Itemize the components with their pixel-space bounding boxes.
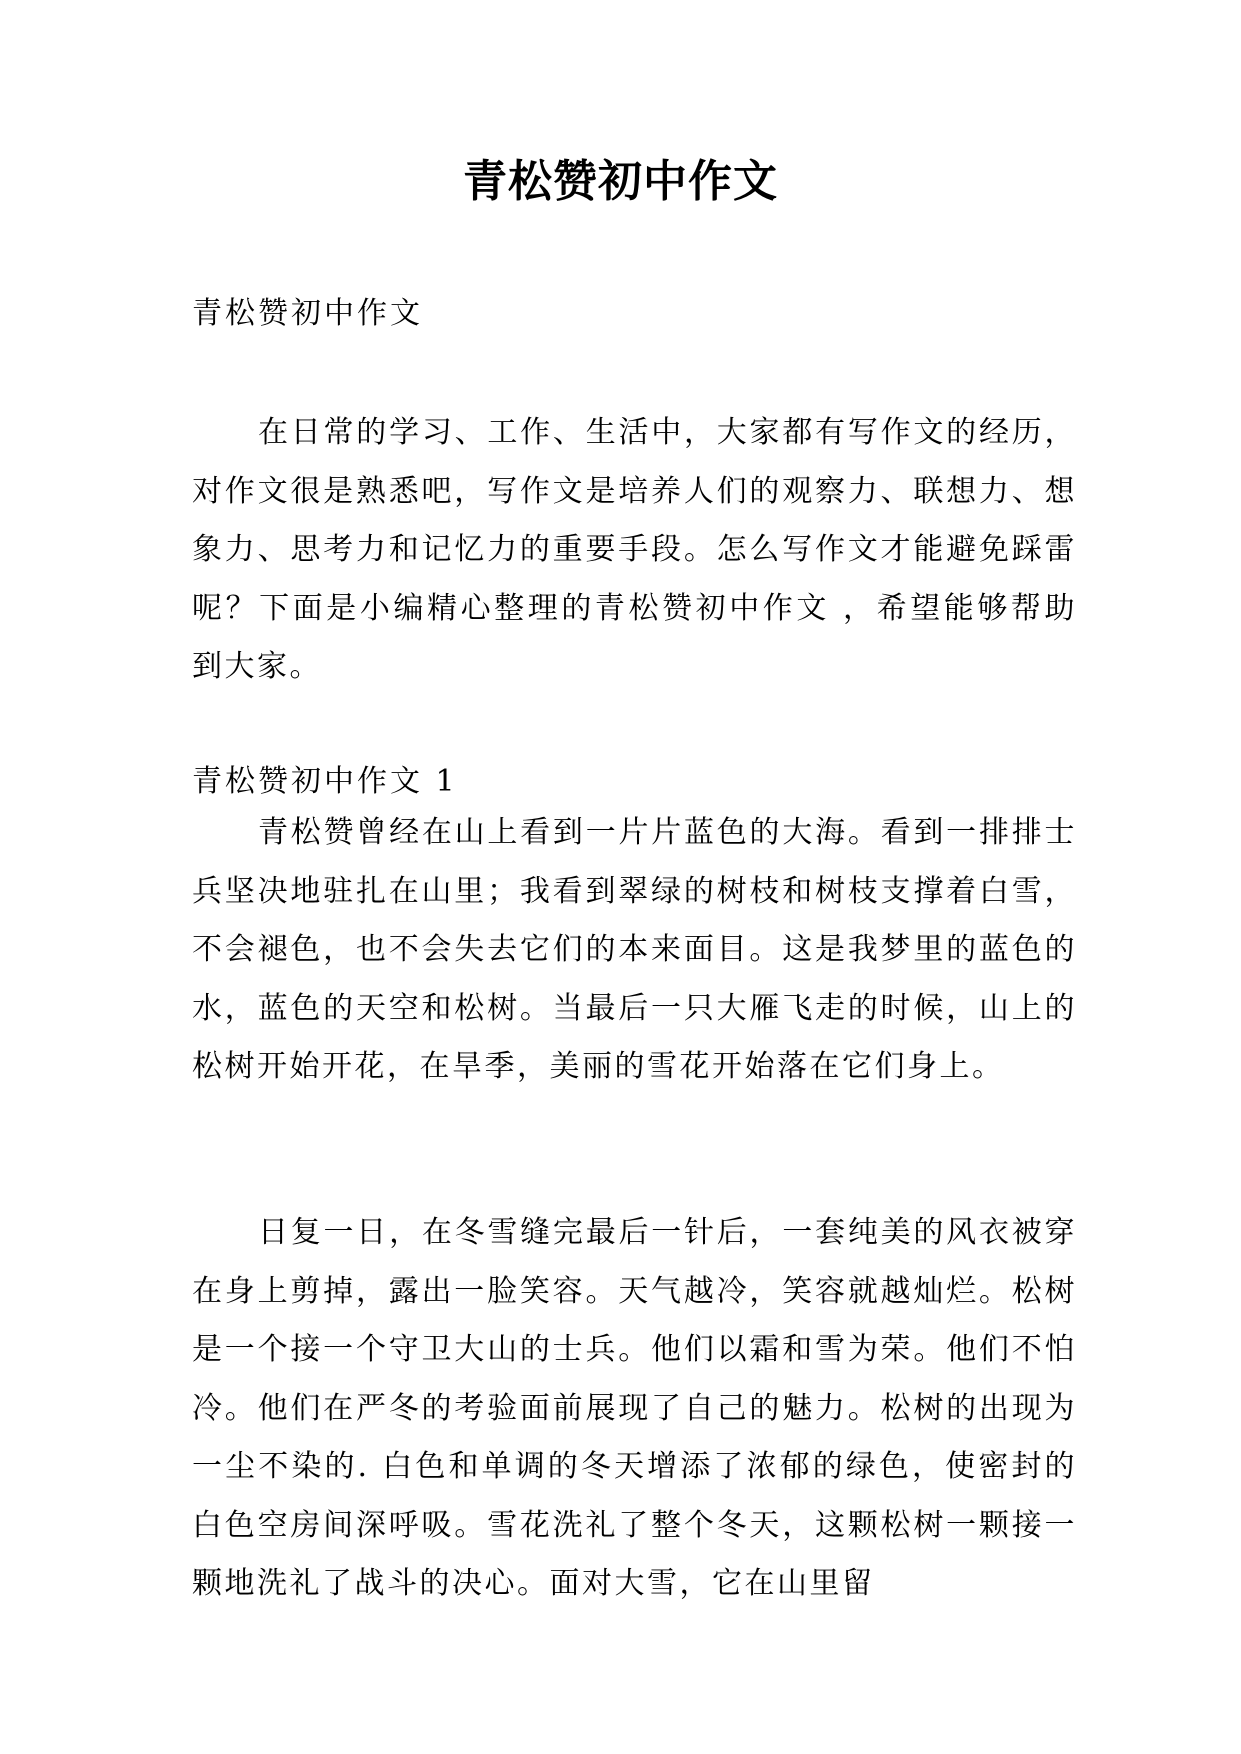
document-title: 青松赞初中作文 xyxy=(463,156,778,207)
section-heading: 青松赞初中作文 1 xyxy=(192,764,458,799)
document-subtitle: 青松赞初中作文 xyxy=(192,296,423,331)
body-paragraph: 日复一日，在冬雪缝完最后一针后，一套纯美的风衣被穿在身上剪掉，露出一脸笑容。天气越冷，笑容就越灿烂。松树是一个接一个守卫大山的士兵。他们以霜和雪为荣。他们不怕冷。他们在严冬的考验面前展现了自己的魅力。松树的出现为一尘不染的. 白色和单调的冬天增添了浓郁的绿色，使密封的白色空房间深呼吸。雪花洗礼了整个冬天，这颗松树一颗接一颗地洗礼了战斗的决心。面对大雪，它在山里留 xyxy=(192,1215,1077,1601)
body-paragraph: 青松赞曾经在山上看到一片片蓝色的大海。看到一排排士兵坚决地驻扎在山里；我看到翠绿的树枝和树枝支撑着白雪，不会褪色，也不会失去它们的本来面目。这是我梦里的蓝色的水，蓝色的天空和松树。当最后一只大雁飞走的时候，山上的松树开始开花，在旱季，美丽的雪花开始落在它们身上。 xyxy=(192,815,1077,1084)
intro-paragraph: 在日常的学习、工作、生活中，大家都有写作文的经历，对作文很是熟悉吧，写作文是培养人们的观察力、联想力、想象力、思考力和记忆力的重要手段。怎么写作文才能避免踩雷呢？下面是小编精心整理的青松赞初中作文 ，希望能够帮助到大家。 xyxy=(192,415,1077,684)
